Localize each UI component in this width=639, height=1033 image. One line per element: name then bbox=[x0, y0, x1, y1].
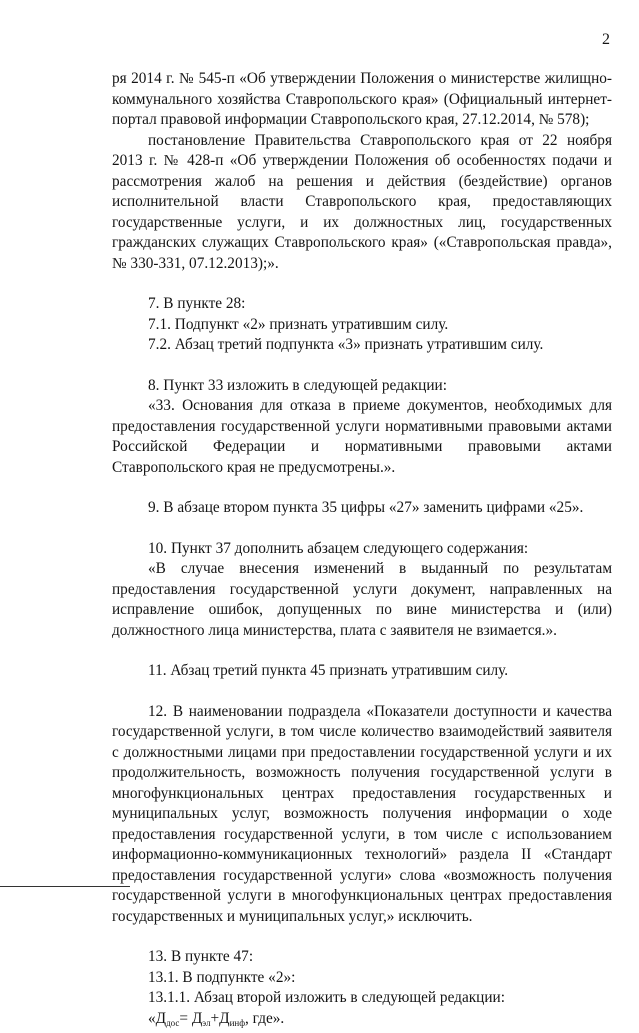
item-8-heading: 8. Пункт 33 изложить в следующей редакции: bbox=[112, 376, 612, 397]
document-body bbox=[112, 69, 612, 1033]
footnote-separator bbox=[0, 886, 130, 887]
item-9: 9. В абзаце втором пункта 35 цифры «27» заменить цифрами «25». bbox=[112, 498, 612, 519]
formula-sub-dos: дос bbox=[166, 1018, 179, 1028]
item-12: 12. В наименовании подраздела «Показатели доступности и качества государственной услуги, в том числе количество взаимодействий заявителя с должностными лицами при предоставлении государственной услуги и их продолжительность, возможность получения государственной услуги в многофункциональных центрах предоставления государственных и муниципальных услуг, возможность получения информации о ходе предоставления государственной услуги, в том числе с использованием информационно-коммуникационных технологий» раздела II «Стандарт предоставления государственной услуги» слова «возможность получения государственной услуги в многофункциональных центрах предоставления государственных и муниципальных услуг,» исключить. bbox=[112, 702, 612, 928]
paragraph-resolution-reference: постановление Правительства Ставропольского края от 22 ноября 2013 г. № 428-п «Об утверждении Положения об особенностях подачи и рассмотрения жалоб на решения и действия (бездействие) органов исполнительной власти Ставропольского края, предоставляющих государственные услуги, и их должностных лиц, государственных гражданских служащих Ставропольского края» («Ставропольская правда», № 330-331, 07.12.2013);». bbox=[112, 131, 612, 275]
item-7-heading: 7. В пункте 28: bbox=[112, 294, 612, 315]
item-7-1: 7.1. Подпункт «2» признать утратившим силу. bbox=[112, 315, 612, 336]
formula-mid-2: +Д bbox=[211, 1010, 230, 1027]
item-7-2: 7.2. Абзац третий подпункта «3» признать утратившим силу. bbox=[112, 335, 612, 356]
item-10-heading: 10. Пункт 37 дополнить абзацем следующего содержания: bbox=[112, 539, 612, 560]
item-13-1: 13.1. В подпункте «2»: bbox=[112, 968, 612, 989]
formula-sub-el: эл bbox=[202, 1018, 210, 1028]
page-number: 2 bbox=[602, 32, 610, 48]
formula-open: «Д bbox=[148, 1010, 166, 1027]
formula-mid-1: = Д bbox=[179, 1010, 202, 1027]
item-10-text: «В случае внесения изменений в выданный по результатам предоставления государственной услуги документ, направленных на исправление ошибок, допущенных по вине министерства и (или) должностного лица министерства, плата с заявителя не взимается.». bbox=[112, 559, 612, 641]
item-11: 11. Абзац третий пункта 45 признать утратившим силу. bbox=[112, 661, 612, 682]
formula-close: , где». bbox=[245, 1010, 284, 1027]
item-13-1-1: 13.1.1. Абзац второй изложить в следующей редакции: bbox=[112, 988, 612, 1009]
item-13-heading: 13. В пункте 47: bbox=[112, 947, 612, 968]
paragraph-continuation: ря 2014 г. № 545-п «Об утверждении Положения о министерстве жилищно-коммунального хозяйства Ставропольского края» (Официальный интернет-портал правовой информации Ставропольского края, 27.12.2014, № 578); bbox=[112, 69, 612, 131]
item-8-text: «33. Основания для отказа в приеме документов, необходимых для предоставления государственной услуги нормативными правовыми актами Российской Федерации и нормативными правовыми актами Ставропольского края не предусмотрены.». bbox=[112, 396, 612, 478]
formula-line bbox=[112, 1009, 612, 1033]
formula-sub-inf: инф bbox=[230, 1018, 245, 1028]
